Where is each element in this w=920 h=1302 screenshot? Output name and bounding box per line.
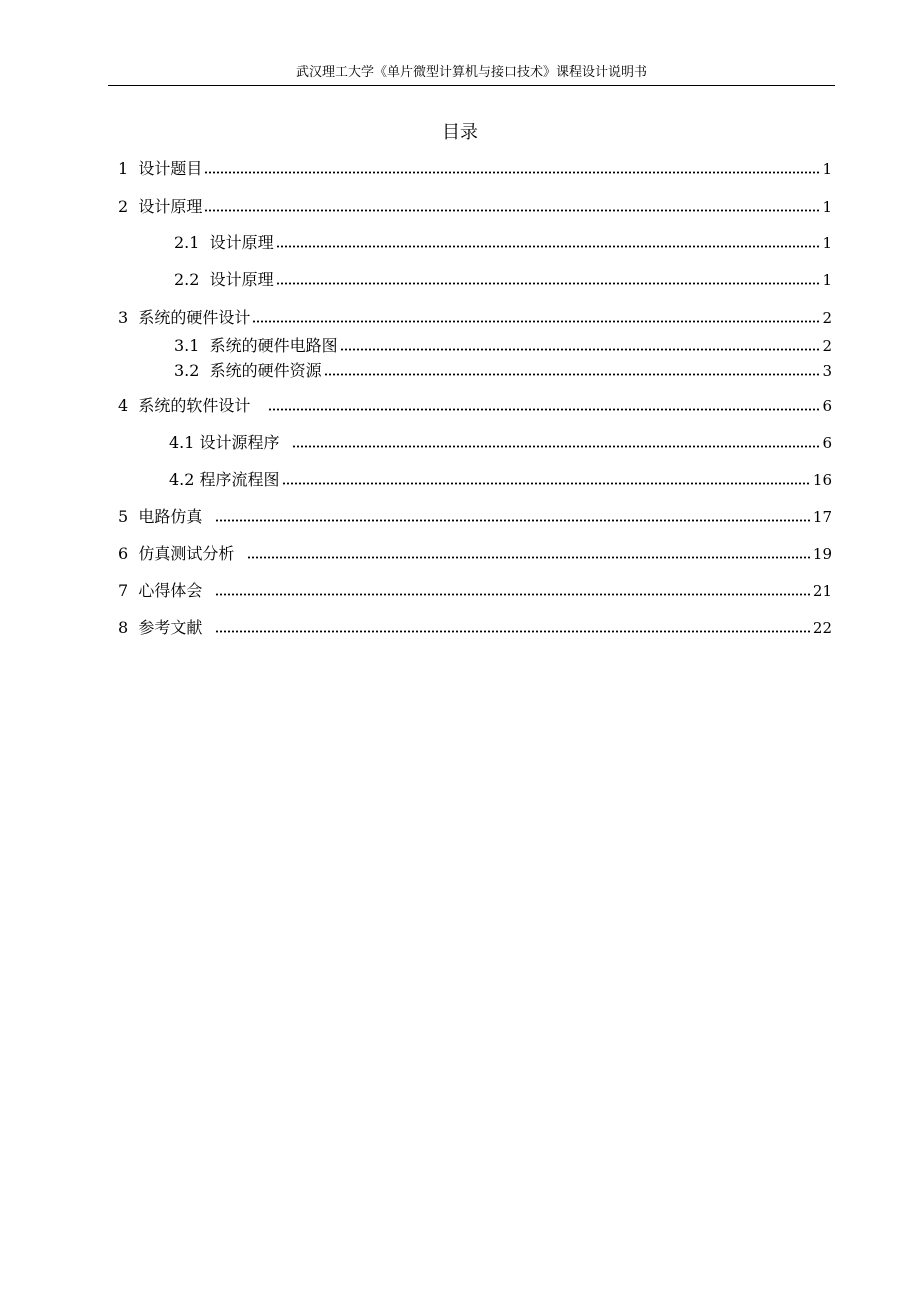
toc-entry-label [174,360,322,382]
toc-entry-page: 2 [822,337,832,355]
toc-entry-label [118,506,213,528]
toc-entry-title: 系统的硬件资源 [209,361,322,380]
toc-entry-label [174,232,274,254]
toc-entry[interactable] [118,617,832,639]
toc-entry-label [174,335,338,357]
toc-entry[interactable] [169,469,832,491]
dot-leader [292,445,821,448]
toc-entry-title: 设计原理 [209,233,274,252]
toc-entry[interactable] [174,335,832,357]
toc-entry-number: 6 [118,544,129,563]
toc-entry-label [118,307,250,329]
toc-entry-label [118,395,266,417]
toc-entry-label [174,269,274,291]
toc-entry-number: 4 [118,396,129,415]
toc-entry-number: 7 [118,581,129,600]
toc-entry-title: 系统的软件设计 [138,396,251,415]
dot-leader [340,348,821,351]
toc-entry-page: 19 [812,545,832,563]
toc-entry-page: 17 [812,508,832,526]
toc-entry[interactable] [118,395,832,417]
toc-entry-label [118,543,245,565]
toc-entry-number: 3.2 [174,361,200,380]
toc-entry-title: 系统的硬件设计 [138,308,251,327]
dot-leader [204,171,820,174]
toc-title: 目录 [442,122,478,143]
toc-entry[interactable] [118,580,832,602]
toc-entry[interactable] [174,360,832,382]
toc-entry[interactable] [118,506,832,528]
dot-leader [252,320,820,323]
toc-entry-number: 5 [118,507,129,526]
toc-entry[interactable] [118,307,832,329]
toc-entry-title: 仿真测试分析 [138,544,235,563]
toc-entry[interactable] [118,196,832,218]
toc-entry-page: 21 [812,582,832,600]
toc-entry-number: 1 [118,159,129,178]
toc-entry-label [169,469,280,491]
dot-leader [215,630,811,633]
toc-entry-title: 程序流程图 [199,470,280,489]
toc-entry-number: 2.2 [174,270,200,289]
toc-entry-number: 3.1 [174,336,200,355]
toc-entry-label [169,432,290,454]
dot-leader [282,482,811,485]
toc-entry-page: 1 [822,160,832,178]
toc-entry-page: 22 [812,619,832,637]
dot-leader [276,245,821,248]
toc-entry-number: 2.1 [174,233,200,252]
toc-entry-title: 设计源程序 [199,433,280,452]
toc-entry-title: 设计原理 [209,270,274,289]
dot-leader [215,519,811,522]
toc-entry-page: 1 [822,271,832,289]
header-rule [108,85,835,86]
toc-entry-label [118,580,213,602]
toc-entry-number: 2 [118,197,129,216]
running-header: 武汉理工大学《单片微型计算机与接口技术》课程设计说明书 [295,65,647,80]
toc-entry[interactable] [169,432,832,454]
dot-leader [247,556,811,559]
toc-entry-number: 4.2 [169,470,195,489]
toc-entry[interactable] [118,158,832,180]
toc-entry-title: 设计原理 [138,197,203,216]
toc-entry-page: 6 [822,397,832,415]
dot-leader [268,408,821,411]
toc-entry-title: 系统的硬件电路图 [209,336,338,355]
toc-entry-page: 3 [822,362,832,380]
toc-entry-number: 3 [118,308,129,327]
dot-leader [204,209,820,212]
toc-entry[interactable] [174,232,832,254]
toc-entry-page: 2 [822,309,832,327]
toc-entry-label [118,617,213,639]
dot-leader [324,373,821,376]
toc-entry-label [118,158,202,180]
toc-entry-number: 4.1 [169,433,195,452]
toc-entry-label [118,196,202,218]
dot-leader [215,593,811,596]
toc-entry-title: 电路仿真 [138,507,203,526]
toc-entry-page: 16 [812,471,832,489]
toc-entry-number: 8 [118,618,129,637]
toc-entry-page: 1 [822,198,832,216]
toc-entry-title: 参考文献 [138,618,203,637]
toc-entry-page: 6 [822,434,832,452]
toc-entry-title: 心得体会 [138,581,203,600]
toc-entry[interactable] [174,269,832,291]
toc-entry[interactable] [118,543,832,565]
toc-entry-title: 设计题目 [138,159,203,178]
toc-entry-page: 1 [822,234,832,252]
dot-leader [276,282,821,285]
